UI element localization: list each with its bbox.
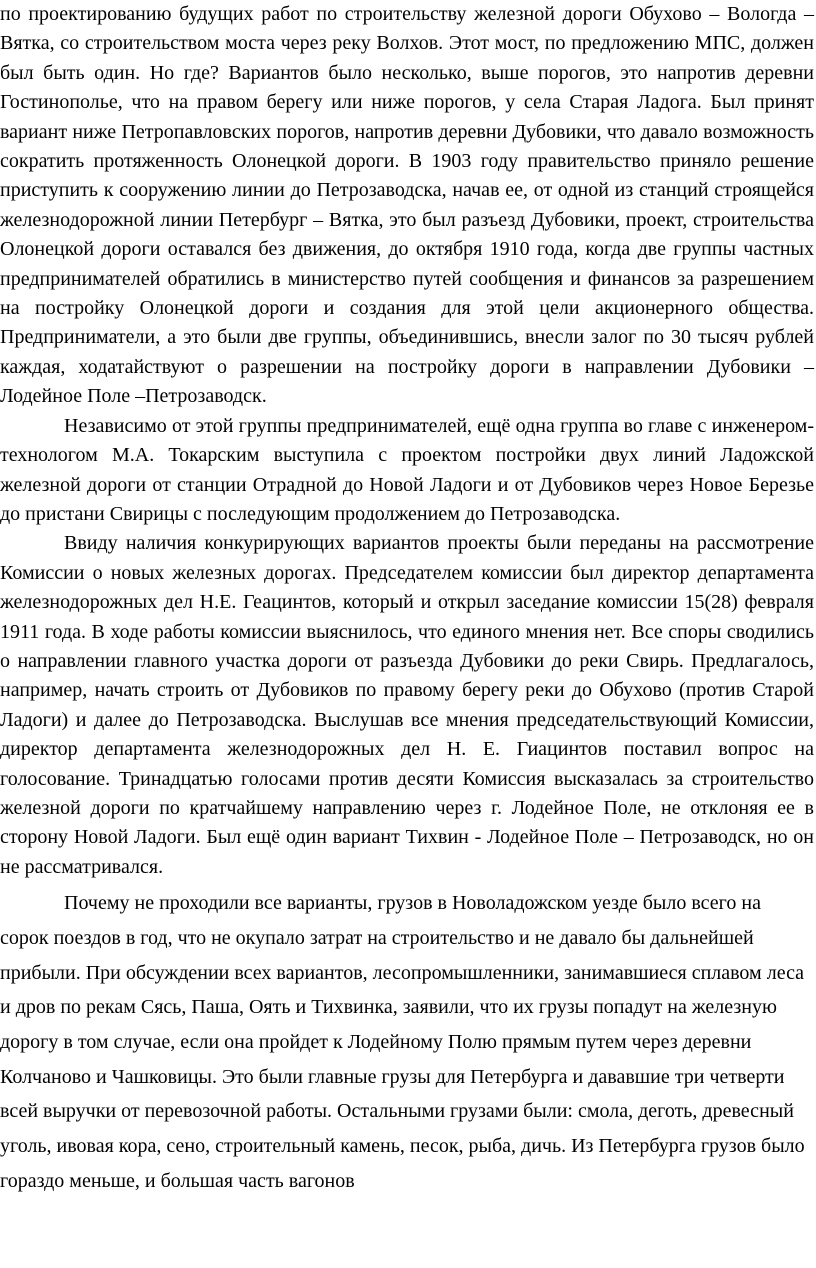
paragraph-4: Почему не проходили все варианты, грузов в Новоладожском уезде было всего на сорок поездов в год, что не окупало затрат на строительство и не давало бы дальнейшей прибыли. При обсуждении всех вариантов, лесопромышленники, занимавшиеся сплавом леса и дров по рекам Сясь, Паша, Оять и Тихвинка, заявили, что их грузы попадут на железную дорогу в том случае, если она пройдет к Лодейному Полю прямым путем через деревни Колчаново и Чашковицы. Это были главные грузы для Петербурга и дававшие три четверти всей выручки от перевозочной работы. Остальными грузами были: смола, деготь, древесный уголь, ивовая кора, сено, строительный камень, песок, рыба, дичь. Из Петербурга грузов было гораздо меньше, и большая часть вагонов: [0, 892, 805, 1192]
paragraph-1: по проектированию будущих работ по строительству железной дороги Обухово – Вологда – Вятка, со строительством моста через реку Волхов. Этот мост, по предложению МПС, должен был быть один. Но где? Вариантов было несколько, выше порогов, это напротив деревни Гостинополье, что на правом берегу или ниже порогов, у села Старая Ладога. Был принят вариант ниже Петропавловских порогов, напротив деревни Дубовики, что давало возможность сократить протяженность Олонецкой дороги. В 1903 году правительство приняло решение приступить к сооружению линии до Петрозаводска, начав ее, от одной из станций строящейся железнодорожной линии Петербург – Вятка, это был разъезд Дубовики, проект, строительства Олонецкой дороги оставался без движения, до октября 1910 года, когда две группы частных предпринимателей обратились в министерство путей сообщения и финансов за разрешением на постройку Олонецкой дороги и создания для этой цели акционерного общества. Предприниматели, а это были две группы, объединившись, внесли залог по 30 тысяч рублей каждая, ходатайствуют о разрешении на постройку дороги в направлении Дубовики – Лодейное Поле –Петрозаводск.: [0, 3, 814, 408]
paragraph-2: Независимо от этой группы предпринимателей, ещё одна группа во главе с инженером-технологом М.А. Токарским выступила с проектом постройки двух линий Ладожской железной дороги от станции Отрадной до Новой Ладоги и от Дубовиков через Новое Березье до пристани Свирицы с последующим продолжением до Петрозаводска.: [0, 414, 814, 525]
paragraph-3: Ввиду наличия конкурирующих вариантов проекты были переданы на рассмотрение Комиссии о новых железных дорогах. Председателем комиссии был директор департамента железнодорожных дел Н.Е. Геацинтов, который и открыл заседание комиссии 15(28) февраля 1911 года. В ходе работы комиссии выяснилось, что единого мнения нет. Все споры сводились о направлении главного участка дороги от разъезда Дубовики до реки Свирь. Предлагалось, например, начать строить от Дубовиков по правому берегу реки до Обухово (против Старой Ладоги) и далее до Петрозаводска. Выслушав все мнения председательствующий Комиссии, директор департамента железнодорожных дел Н. Е. Гиацинтов поставил вопрос на голосование. Тринадцатью голосами против десяти Комиссия высказалась за строительство железной дороги по кратчайшему направлению через г. Лодейное Поле, не отклоняя ее в сторону Новой Ладоги. Был ещё один вариант Тихвин - Лодейное Поле – Петрозаводск, но он не рассматривался.: [0, 532, 814, 878]
